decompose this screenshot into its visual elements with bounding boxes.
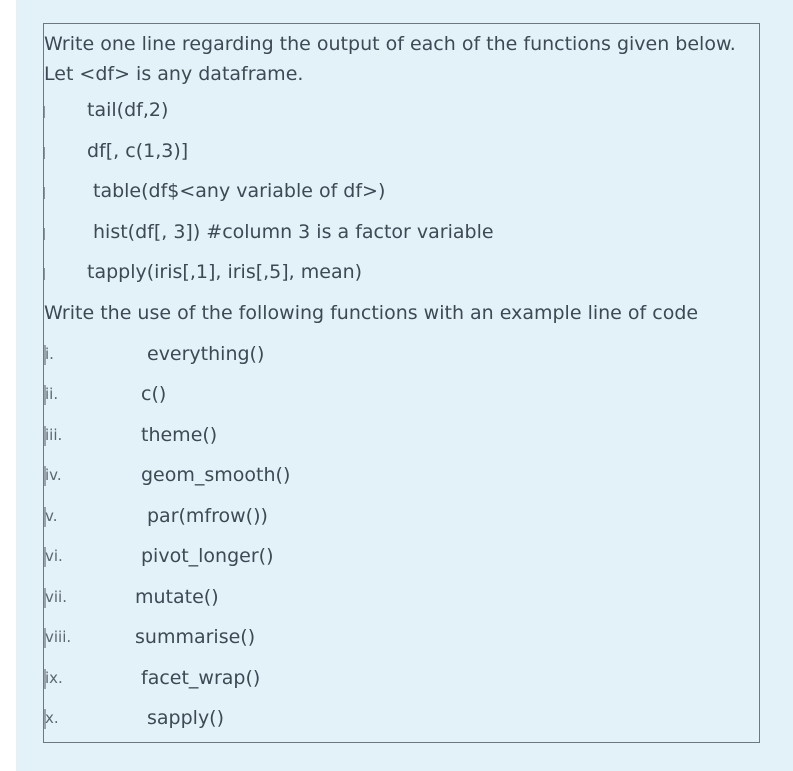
- bullet-marker: [44, 187, 45, 199]
- bullet-marker: [44, 228, 45, 240]
- function-name: facet_wrap(): [141, 667, 261, 689]
- section1-item: tail(df,2): [87, 99, 169, 121]
- item-number: iii.: [45, 426, 63, 444]
- section1-item: tapply(iris[,1], iris[,5], mean): [87, 261, 363, 283]
- bullet-marker: [44, 106, 45, 118]
- bullet-marker: [44, 268, 45, 280]
- section2-heading: Write the use of the following functions with an example line of code: [44, 302, 699, 324]
- function-name: geom_smooth(): [141, 464, 291, 486]
- section1-item: hist(df[, 3]) #column 3 is a factor variable: [93, 221, 494, 243]
- item-number: x.: [45, 709, 59, 727]
- function-name: everything(): [147, 343, 265, 365]
- item-number: v.: [45, 507, 58, 525]
- section1-item: df[, c(1,3)]: [87, 140, 189, 162]
- item-number: vi.: [45, 547, 63, 565]
- item-number: ii.: [45, 385, 59, 403]
- item-number: ix.: [45, 669, 63, 687]
- function-name: c(): [141, 383, 167, 405]
- function-name: par(mfrow()): [147, 505, 268, 527]
- section1-item: table(df$<any variable of df>): [93, 180, 386, 202]
- item-number: vii.: [45, 588, 67, 606]
- item-number: viii.: [45, 628, 72, 646]
- function-name: sapply(): [147, 707, 225, 729]
- function-name: pivot_longer(): [141, 545, 274, 567]
- item-number: i.: [45, 345, 54, 363]
- function-name: mutate(): [135, 586, 219, 608]
- function-name: theme(): [141, 424, 218, 446]
- function-name: summarise(): [135, 626, 256, 648]
- item-number: iv.: [45, 466, 62, 484]
- bullet-marker: [44, 147, 45, 159]
- section1-intro: Write one line regarding the output of each of the functions given below. Let <df> is any dataframe.: [44, 33, 736, 85]
